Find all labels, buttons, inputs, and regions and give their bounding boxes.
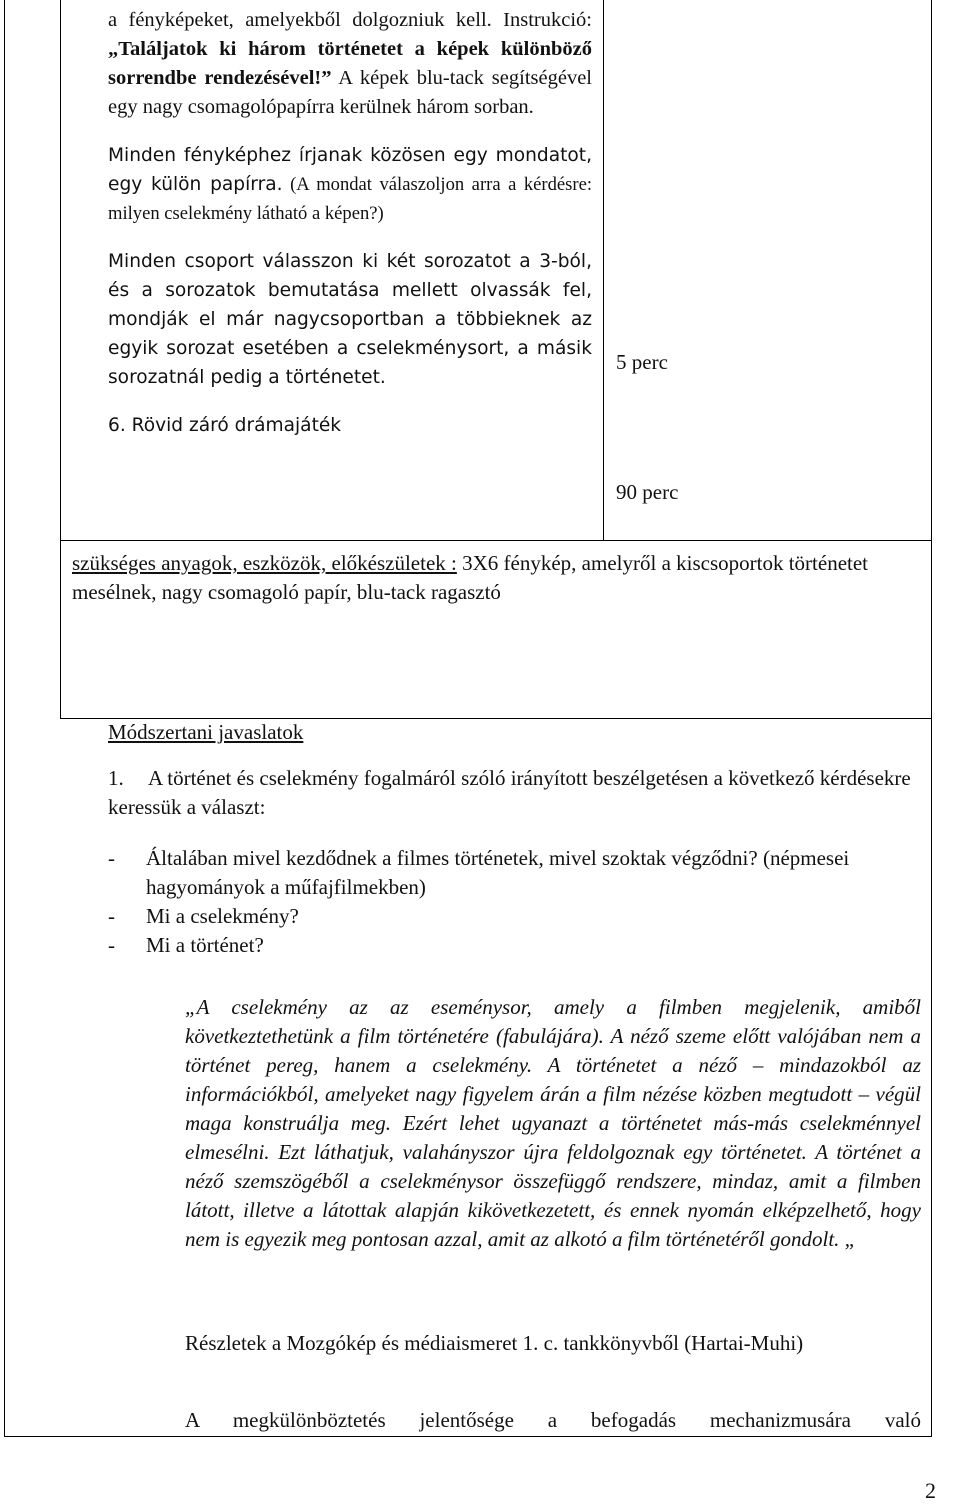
sentence-task-text: Minden fényképhez írjanak közösen egy mondatot, egy külön papírra. xyxy=(108,145,592,195)
column-divider-left xyxy=(60,0,61,718)
dash-bullet: - xyxy=(108,933,115,957)
methods-item-1 xyxy=(108,764,928,822)
sentence-task-note: (A mondat válaszoljon arra a kérdésre: milyen cselekmény látható a képen?) xyxy=(108,173,593,224)
activity-description xyxy=(108,6,592,441)
dash-bullet: - xyxy=(108,846,115,870)
question-text: Mi a történet? xyxy=(146,933,264,957)
instruction-text: a fényképeket, amelyekből dolgozniuk kell. Instrukció: xyxy=(108,9,592,31)
quote-source: Részletek a Mozgókép és médiaismeret 1. c. tankkönyvből (Hartai-Muhi) xyxy=(185,1331,804,1355)
methods-section xyxy=(108,718,928,960)
question-item xyxy=(108,931,928,960)
question-item xyxy=(108,902,928,931)
materials-text: 3X6 fénykép, amelyről a kiscsoportok történetet mesélnek, nagy csomagoló papír, blu-tack ragasztó xyxy=(72,551,869,604)
methods-item-number: 1. xyxy=(108,766,124,790)
question-text: Mi a cselekmény? xyxy=(146,904,299,928)
page-number: 2 xyxy=(925,1478,936,1503)
column-divider-time xyxy=(603,0,604,540)
materials-row xyxy=(72,549,922,607)
instruction-tail: A képek blu-tack segítségével egy nagy csomagolópapírra kerülnek három sorban. xyxy=(108,67,592,118)
closing-drama-step: 6. Rövid záró drámajáték xyxy=(108,415,342,437)
dash-bullet: - xyxy=(108,904,115,928)
question-item xyxy=(108,844,928,902)
materials-label: szükséges anyagok, eszközök, előkészületek : xyxy=(72,551,457,575)
time-90-min: 90 perc xyxy=(616,480,679,504)
row-divider-materials xyxy=(60,540,932,541)
continuation-line: A megkülönböztetés jelentősége a befogadás mechanizmusára való xyxy=(185,1408,921,1432)
instruction-quote: „Találjatok ki három történetet a képek különböző sorrendbe rendezésével!” xyxy=(108,38,592,89)
group-task-paragraph: Minden csoport válasszon ki két sorozatot a 3-ból, és a sorozatok bemutatása mellett olvassák fel, mondják el már nagycsoportban a többieknek az egyik sorozat esetében a cselekménysort, a másik sorozatnál pedig a történetet. xyxy=(108,251,592,388)
time-5-min: 5 perc xyxy=(616,350,668,374)
table-border-left xyxy=(4,0,5,1436)
question-list xyxy=(108,844,928,960)
sentence-task-paragraph xyxy=(108,142,592,228)
question-text: Általában mivel kezdődnek a filmes történetek, mivel szoktak végződni? (népmesei hagyományok a műfajfilmekben) xyxy=(146,846,850,899)
methods-item-text: A történet és cselekmény fogalmáról szóló irányított beszélgetésen a következő kérdésekre keressük a választ: xyxy=(108,766,911,819)
table-border-bottom xyxy=(4,1436,932,1437)
methods-heading: Módszertani javaslatok xyxy=(108,720,304,744)
textbook-quote: „A cselekmény az az eseménysor, amely a filmben megjelenik, amiből következtethetünk a film történetére (fabulájára). A néző szeme előtt valójában nem a történet pereg, hanem a cselekmény. A történetet a néző – mindazokból az információkból, amelyeket nagy figyelem árán a film nézése közben megtudott – végül maga konstruálja meg. Ezért lehet ugyanazt a történetet más-más cselekménnyel elmesélni. Ezt láthatjuk, valahányszor újra feldolgoznak egy történetet. A történet a néző szemszögéből a cselekménysor összefüggő rendszere, mindaz, amit a filmben látott, illetve a látottak alapján kikövetkezetett, és ennek nyomán elképzelhető, hogy nem is egyezik meg pontosan azzal, amit az alkotó a film történetéről gondolt. „ xyxy=(185,995,921,1251)
instruction-paragraph xyxy=(108,6,592,122)
